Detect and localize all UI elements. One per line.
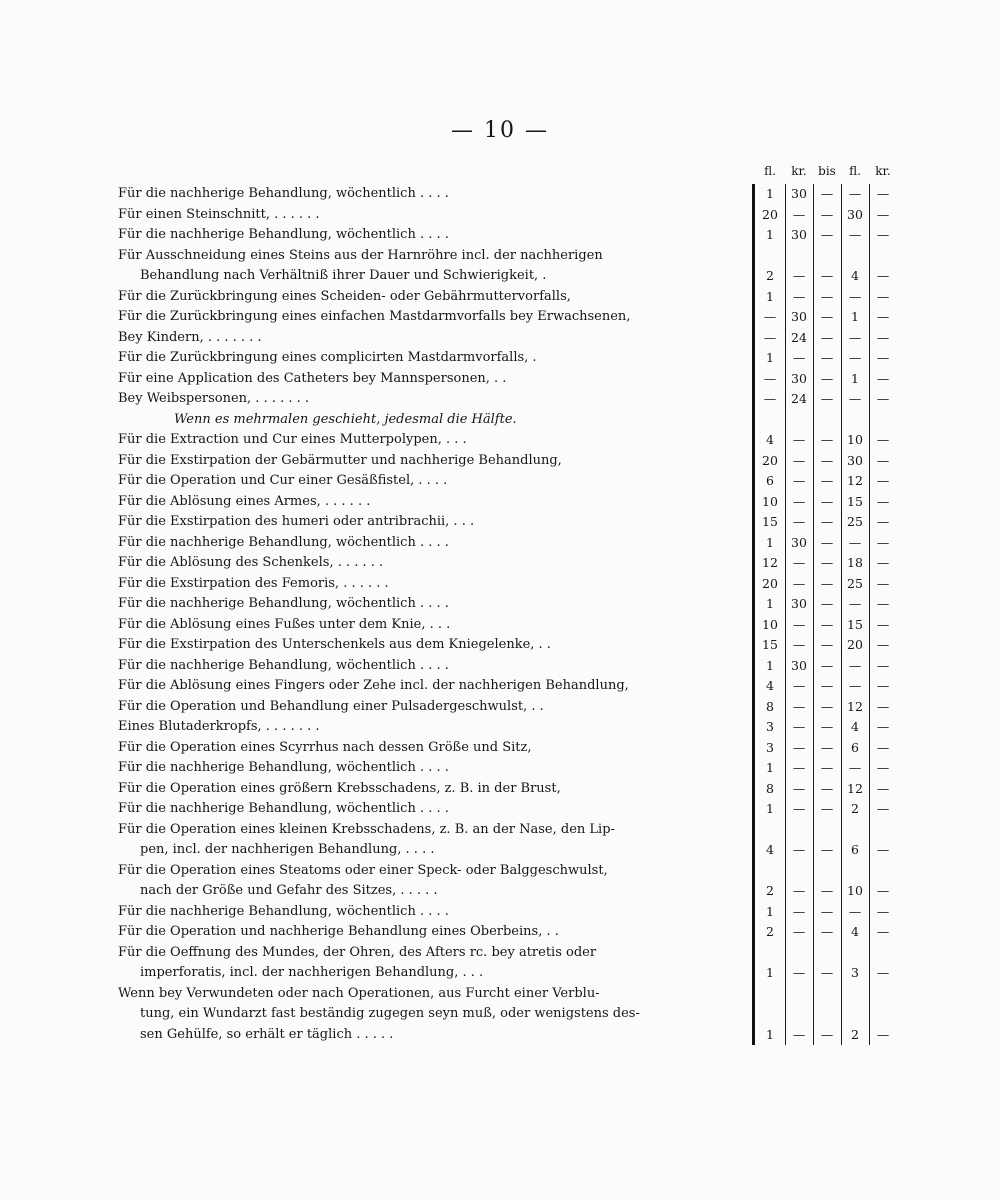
fee-max-kreuzer: — <box>876 534 890 550</box>
fee-bis: — <box>820 186 834 201</box>
fee-bis: — <box>820 801 834 816</box>
fee-rows <box>118 184 900 1045</box>
fee-row <box>118 820 900 841</box>
fee-bis: — <box>820 698 834 714</box>
fee-description: Für die Zurückbringung eines complicirten Mastdarmvorfalls, . <box>118 350 537 365</box>
fee-bis: — <box>820 719 834 734</box>
fee-min-kreuzer: — <box>792 350 806 365</box>
fee-description: Für die Exstirpation des Unterschenkels aus dem Kniegelenke, . . <box>118 637 551 652</box>
column-headers <box>118 160 900 184</box>
col-head-kr-max: kr. <box>875 164 891 178</box>
fee-row <box>118 205 900 226</box>
fee-min-gulden: 3 <box>766 739 774 755</box>
fee-max-gulden: — <box>848 760 862 775</box>
fee-description: Für die Operation eines kleinen Krebsschadens, z. B. an der Nase, den Lip- <box>118 821 615 837</box>
fee-bis: — <box>820 965 834 980</box>
fee-min-gulden: — <box>763 309 777 324</box>
fee-max-kreuzer: — <box>876 473 890 488</box>
fee-max-gulden: 30 <box>847 206 863 222</box>
fee-bis: — <box>820 493 834 509</box>
fee-max-gulden: 1 <box>851 370 859 386</box>
fee-min-gulden: — <box>763 370 777 386</box>
fee-min-gulden: 6 <box>766 473 774 488</box>
fee-max-kreuzer: — <box>876 493 890 509</box>
fee-description: pen, incl. der nachherigen Behandlung, . . . . <box>140 842 435 857</box>
fee-row <box>118 328 900 349</box>
fee-bis: — <box>820 534 834 550</box>
fee-row <box>118 246 900 267</box>
fee-bis: — <box>820 514 834 529</box>
fee-min-gulden: 1 <box>766 350 774 365</box>
fee-min-kreuzer: — <box>792 698 806 714</box>
fee-description: Für die nachherige Behandlung, wöchentlich . . . . <box>118 227 449 242</box>
fee-description: Für die nachherige Behandlung, wöchentlich . . . . <box>118 186 449 201</box>
fee-row <box>118 738 900 759</box>
fee-description: Bey Weibspersonen, . . . . . . . <box>118 391 310 406</box>
fee-row <box>118 615 900 636</box>
fee-bis: — <box>820 370 834 386</box>
fee-min-kreuzer: — <box>792 206 806 222</box>
fee-description: Eines Blutaderkropfs, . . . . . . . <box>118 719 320 734</box>
fee-max-kreuzer: — <box>876 227 890 242</box>
fee-row <box>118 430 900 451</box>
fee-min-gulden: 2 <box>766 268 774 283</box>
fee-row <box>118 410 900 431</box>
fee-row <box>118 1025 900 1046</box>
fee-row <box>118 902 900 923</box>
fee-max-kreuzer: — <box>876 268 890 283</box>
fee-max-kreuzer: — <box>876 391 890 406</box>
fee-max-gulden: — <box>848 534 862 550</box>
fee-min-gulden: — <box>763 391 777 406</box>
fee-row <box>118 287 900 308</box>
fee-row <box>118 533 900 554</box>
fee-max-gulden: 25 <box>847 575 863 591</box>
fee-description: Für die Oeffnung des Mundes, der Ohren, des Afters rc. bey atretis oder <box>118 944 597 960</box>
fee-row <box>118 594 900 615</box>
fee-max-gulden: 20 <box>847 637 863 652</box>
fee-description: Für die Ablösung eines Fußes unter dem Knie, . . . <box>118 616 451 632</box>
fee-min-kreuzer: 30 <box>791 370 807 386</box>
fee-bis: — <box>820 1026 834 1042</box>
fee-max-kreuzer: — <box>876 637 890 652</box>
fee-bis: — <box>820 452 834 468</box>
fee-max-kreuzer: — <box>876 370 890 386</box>
fee-min-kreuzer: — <box>792 555 806 570</box>
fee-min-gulden: — <box>763 329 777 345</box>
fee-max-gulden: 10 <box>847 883 863 898</box>
fee-description: Für die nachherige Behandlung, wöchentlich . . . . <box>118 657 449 673</box>
fee-row <box>118 471 900 492</box>
fee-min-kreuzer: 30 <box>791 596 807 611</box>
fee-bis: — <box>820 391 834 406</box>
fee-row <box>118 676 900 697</box>
fee-min-gulden: 3 <box>766 719 774 734</box>
fee-max-kreuzer: — <box>876 350 890 365</box>
page-number: — 10 — <box>451 118 549 143</box>
fee-description: tung, ein Wundarzt fast beständig zugegen seyn muß, oder wenigstens des- <box>140 1006 640 1021</box>
fee-min-kreuzer: — <box>792 288 806 304</box>
fee-max-gulden: 4 <box>851 719 859 734</box>
fee-row <box>118 717 900 738</box>
fee-min-gulden: 1 <box>766 534 774 550</box>
fee-row <box>118 307 900 328</box>
fee-bis: — <box>820 616 834 632</box>
fee-min-kreuzer: 30 <box>791 657 807 673</box>
fee-row <box>118 840 900 861</box>
fee-min-gulden: 4 <box>766 678 774 693</box>
fee-description: Für die Operation eines größern Krebsschadens, z. B. in der Brust, <box>118 780 561 796</box>
fee-min-kreuzer: 24 <box>791 329 807 345</box>
fee-min-kreuzer: — <box>792 268 806 283</box>
fee-bis: — <box>820 206 834 222</box>
fee-bis: — <box>820 309 834 324</box>
fee-description: Wenn es mehrmalen geschieht, jedesmal die Hälfte. <box>174 411 517 427</box>
fee-description: Für die Operation eines Steatoms oder einer Speck- oder Balggeschwulst, <box>118 862 608 878</box>
fee-row <box>118 266 900 287</box>
fee-max-kreuzer: — <box>876 903 890 919</box>
fee-max-gulden: 6 <box>851 842 859 857</box>
fee-description: Für die nachherige Behandlung, wöchentlich . . . . <box>118 596 449 611</box>
fee-description: Für Ausschneidung eines Steins aus der Harnröhre incl. der nachherigen <box>118 247 603 263</box>
fee-description: Bey Kindern, . . . . . . . <box>118 329 262 345</box>
fee-max-kreuzer: — <box>876 760 890 775</box>
fee-max-gulden: — <box>848 678 862 693</box>
fee-max-kreuzer: — <box>876 616 890 632</box>
fee-min-kreuzer: — <box>792 432 806 447</box>
fee-max-gulden: — <box>848 186 862 201</box>
fee-min-kreuzer: — <box>792 493 806 509</box>
fee-max-gulden: — <box>848 903 862 919</box>
col-head-fl: fl. <box>764 164 776 178</box>
fee-min-gulden: 20 <box>762 575 778 591</box>
fee-description: Für die nachherige Behandlung, wöchentlich . . . . <box>118 760 449 775</box>
fee-min-gulden: 4 <box>766 432 774 447</box>
fee-description: nach der Größe und Gefahr des Sitzes, . . . . . <box>140 883 438 898</box>
fee-min-kreuzer: 30 <box>791 186 807 201</box>
fee-min-gulden: 1 <box>766 1026 774 1042</box>
fee-description: Für die Ablösung eines Armes, . . . . . . <box>118 493 371 509</box>
fee-description: Für eine Application des Catheters bey Mannspersonen, . . <box>118 370 507 386</box>
fee-bis: — <box>820 596 834 611</box>
fee-min-kreuzer: 30 <box>791 227 807 242</box>
fee-description: Für die Exstirpation der Gebärmutter und nachherige Behandlung, <box>118 452 562 468</box>
fee-min-kreuzer: — <box>792 924 806 939</box>
fee-row <box>118 492 900 513</box>
fee-max-kreuzer: — <box>876 186 890 201</box>
fee-max-kreuzer: — <box>876 329 890 345</box>
fee-max-kreuzer: — <box>876 801 890 816</box>
fee-max-kreuzer: — <box>876 780 890 796</box>
fee-min-kreuzer: — <box>792 637 806 652</box>
fee-max-kreuzer: — <box>876 309 890 324</box>
fee-max-kreuzer: — <box>876 739 890 755</box>
fee-max-gulden: 12 <box>847 473 863 488</box>
fee-min-kreuzer: — <box>792 616 806 632</box>
fee-row <box>118 758 900 779</box>
fee-min-kreuzer: — <box>792 739 806 755</box>
fee-max-gulden: — <box>848 391 862 406</box>
fee-row <box>118 779 900 800</box>
fee-max-kreuzer: — <box>876 596 890 611</box>
fee-bis: — <box>820 883 834 898</box>
fee-max-gulden: 10 <box>847 432 863 447</box>
fee-max-kreuzer: — <box>876 514 890 529</box>
fee-min-kreuzer: 30 <box>791 534 807 550</box>
fee-description: Für die Operation eines Scyrrhus nach dessen Größe und Sitz, <box>118 739 532 755</box>
fee-row <box>118 656 900 677</box>
fee-bis: — <box>820 350 834 365</box>
fee-min-gulden: 4 <box>766 842 774 857</box>
fee-min-kreuzer: — <box>792 780 806 796</box>
fee-min-gulden: 12 <box>762 555 778 570</box>
col-head-kr: kr. <box>791 164 807 178</box>
fee-max-gulden: 4 <box>851 268 859 283</box>
fee-min-kreuzer: — <box>792 514 806 529</box>
fee-bis: — <box>820 739 834 755</box>
fee-min-gulden: 1 <box>766 596 774 611</box>
fee-description: Für die nachherige Behandlung, wöchentlich . . . . <box>118 903 449 919</box>
fee-row <box>118 348 900 369</box>
fee-max-gulden: — <box>848 227 862 242</box>
fee-row <box>118 1004 900 1025</box>
fee-bis: — <box>820 657 834 673</box>
fee-bis: — <box>820 329 834 345</box>
fee-max-kreuzer: — <box>876 288 890 304</box>
fee-bis: — <box>820 473 834 488</box>
fee-bis: — <box>820 780 834 796</box>
fee-row <box>118 451 900 472</box>
fee-max-kreuzer: — <box>876 452 890 468</box>
col-head-bis: bis <box>818 164 836 178</box>
fee-min-gulden: 10 <box>762 616 778 632</box>
fee-max-gulden: 2 <box>851 1026 859 1042</box>
fee-min-gulden: 1 <box>766 227 774 242</box>
fee-min-gulden: 20 <box>762 206 778 222</box>
fee-min-kreuzer: 24 <box>791 391 807 406</box>
fee-row <box>118 512 900 533</box>
fee-bis: — <box>820 637 834 652</box>
fee-max-gulden: — <box>848 657 862 673</box>
fee-description: Für die Operation und Cur einer Gesäßfistel, . . . . <box>118 473 448 488</box>
fee-max-kreuzer: — <box>876 1026 890 1042</box>
fee-max-kreuzer: — <box>876 924 890 939</box>
fee-min-kreuzer: — <box>792 842 806 857</box>
fee-max-gulden: 3 <box>851 965 859 980</box>
fee-min-gulden: 8 <box>766 780 774 796</box>
fee-row <box>118 943 900 964</box>
fee-bis: — <box>820 227 834 242</box>
fee-max-kreuzer: — <box>876 678 890 693</box>
fee-row <box>118 389 900 410</box>
fee-min-kreuzer: 30 <box>791 309 807 324</box>
fee-row <box>118 697 900 718</box>
fee-description: Behandlung nach Verhältniß ihrer Dauer und Schwierigkeit, . <box>140 268 547 283</box>
fee-min-kreuzer: — <box>792 903 806 919</box>
fee-description: sen Gehülfe, so erhält er täglich . . . . . <box>140 1026 394 1042</box>
fee-min-gulden: 1 <box>766 657 774 673</box>
fee-min-kreuzer: — <box>792 801 806 816</box>
fee-min-gulden: 15 <box>762 514 778 529</box>
fee-min-kreuzer: — <box>792 1026 806 1042</box>
fee-row <box>118 184 900 205</box>
fee-max-gulden: 18 <box>847 555 863 570</box>
fee-bis: — <box>820 432 834 447</box>
fee-max-kreuzer: — <box>876 698 890 714</box>
fee-row <box>118 881 900 902</box>
fee-min-kreuzer: — <box>792 473 806 488</box>
fee-description: Für die Ablösung des Schenkels, . . . . . . <box>118 555 384 570</box>
fee-min-gulden: 20 <box>762 452 778 468</box>
fee-description: Für die Exstirpation des Femoris, . . . . . . <box>118 575 389 591</box>
fee-max-gulden: 25 <box>847 514 863 529</box>
fee-max-gulden: 2 <box>851 801 859 816</box>
fee-max-gulden: — <box>848 288 862 304</box>
fee-min-gulden: 1 <box>766 288 774 304</box>
fee-min-kreuzer: — <box>792 760 806 775</box>
fee-row <box>118 574 900 595</box>
fee-min-gulden: 1 <box>766 903 774 919</box>
fee-min-kreuzer: — <box>792 452 806 468</box>
fee-max-kreuzer: — <box>876 575 890 591</box>
fee-bis: — <box>820 678 834 693</box>
fee-description: Für die nachherige Behandlung, wöchentlich . . . . <box>118 534 449 550</box>
fee-row <box>118 553 900 574</box>
fee-max-kreuzer: — <box>876 432 890 447</box>
fee-table <box>118 160 900 1045</box>
fee-min-gulden: 10 <box>762 493 778 509</box>
col-head-fl-max: fl. <box>849 164 861 178</box>
fee-min-gulden: 1 <box>766 965 774 980</box>
fee-max-gulden: 6 <box>851 739 859 755</box>
fee-max-gulden: 15 <box>847 493 863 509</box>
fee-row <box>118 922 900 943</box>
fee-description: Für die nachherige Behandlung, wöchentlich . . . . <box>118 801 449 816</box>
fee-description: Für einen Steinschnitt, . . . . . . <box>118 206 320 222</box>
fee-max-kreuzer: — <box>876 719 890 734</box>
fee-min-gulden: 1 <box>766 186 774 201</box>
fee-min-kreuzer: — <box>792 678 806 693</box>
fee-row <box>118 369 900 390</box>
fee-max-gulden: 1 <box>851 309 859 324</box>
fee-bis: — <box>820 288 834 304</box>
fee-min-kreuzer: — <box>792 883 806 898</box>
fee-min-gulden: 2 <box>766 924 774 939</box>
fee-description: Für die Operation und Behandlung einer Pulsadergeschwulst, . . <box>118 698 544 714</box>
fee-description: Für die Extraction und Cur eines Mutterpolypen, . . . <box>118 432 467 447</box>
fee-max-gulden: 30 <box>847 452 863 468</box>
fee-max-gulden: — <box>848 596 862 611</box>
fee-description: Für die Zurückbringung eines Scheiden- oder Gebährmuttervorfalls, <box>118 288 571 304</box>
fee-max-gulden: — <box>848 350 862 365</box>
fee-description: Für die Operation und nachherige Behandlung eines Oberbeins, . . <box>118 924 559 939</box>
fee-row <box>118 984 900 1005</box>
fee-row <box>118 799 900 820</box>
fee-bis: — <box>820 555 834 570</box>
fee-bis: — <box>820 903 834 919</box>
fee-bis: — <box>820 842 834 857</box>
fee-max-kreuzer: — <box>876 965 890 980</box>
fee-description: Für die Ablösung eines Fingers oder Zehe incl. der nachherigen Behandlung, <box>118 678 629 693</box>
fee-row <box>118 861 900 882</box>
fee-min-gulden: 1 <box>766 760 774 775</box>
fee-bis: — <box>820 268 834 283</box>
fee-max-gulden: 4 <box>851 924 859 939</box>
fee-min-gulden: 15 <box>762 637 778 652</box>
fee-min-gulden: 8 <box>766 698 774 714</box>
fee-description: Für die Zurückbringung eines einfachen Mastdarmvorfalls bey Erwachsenen, <box>118 309 631 324</box>
fee-description: Für die Exstirpation des humeri oder antribrachii, . . . <box>118 514 475 529</box>
fee-min-kreuzer: — <box>792 575 806 591</box>
fee-bis: — <box>820 575 834 591</box>
fee-max-gulden: 12 <box>847 780 863 796</box>
fee-min-kreuzer: — <box>792 965 806 980</box>
fee-min-gulden: 1 <box>766 801 774 816</box>
fee-row <box>118 963 900 984</box>
fee-max-gulden: — <box>848 329 862 345</box>
fee-row <box>118 225 900 246</box>
fee-max-gulden: 15 <box>847 616 863 632</box>
fee-bis: — <box>820 924 834 939</box>
fee-description: imperforatis, incl. der nachherigen Behandlung, . . . <box>140 965 484 980</box>
fee-max-kreuzer: — <box>876 883 890 898</box>
fee-max-kreuzer: — <box>876 206 890 222</box>
fee-min-gulden: 2 <box>766 883 774 898</box>
fee-max-kreuzer: — <box>876 842 890 857</box>
fee-min-kreuzer: — <box>792 719 806 734</box>
fee-description: Wenn bey Verwundeten oder nach Operationen, aus Furcht einer Verblu- <box>118 985 600 1001</box>
fee-max-kreuzer: — <box>876 657 890 673</box>
fee-max-gulden: 12 <box>847 698 863 714</box>
fee-max-kreuzer: — <box>876 555 890 570</box>
fee-row <box>118 635 900 656</box>
fee-bis: — <box>820 760 834 775</box>
